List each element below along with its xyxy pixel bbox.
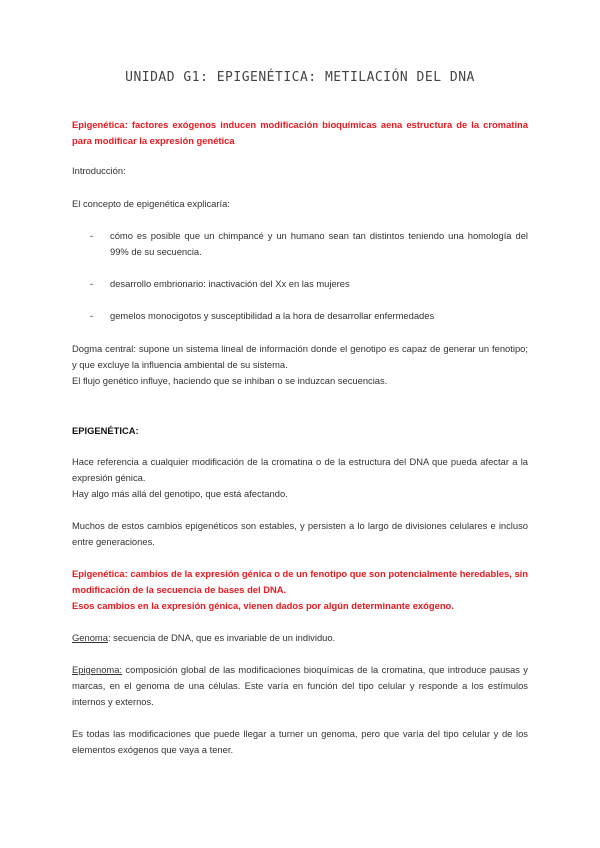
bullet-marker: - xyxy=(90,230,94,241)
genoma-def: : secuencia de DNA, que es invariable de un individuo. xyxy=(107,632,336,643)
definition-highlight: Epigenética: factores exógenos inducen modificación bioquímicas aena estructura de la cromatina para modificar la expresión genética xyxy=(72,119,528,146)
genoma-definition xyxy=(72,630,528,646)
stable-paragraph: Muchos de estos cambios epigenéticos son estables, y persisten a lo largo de divisiones celulares e incluso entre generaciones. xyxy=(72,520,528,547)
list-item-text: cómo es posible que un chimpancé y un humano sean tan distintos teniendo una homología del 99% de su secuencia. xyxy=(110,230,528,257)
epigenoma-definition xyxy=(72,662,528,710)
dogma-paragraph: Dogma central: supone un sistema lineal de información donde el genotipo es capaz de generar un fenotipo; y que excluye la influencia ambiental de su sistema. xyxy=(72,343,528,370)
intro-label: Introducción: xyxy=(72,165,126,176)
final-paragraph: Es todas las modificaciones que puede llegar a turner un genoma, pero que varía del tipo celular y de los elementos exógenos que vaya a tener. xyxy=(72,728,528,755)
genoma-term: Genoma xyxy=(72,632,108,643)
epigenoma-def: composición global de las modificaciones bioquímicas de la cromatina, que introduce pausas y marcas, en el genoma de una células. Este varía en función del tipo celular y responde a los estímulos internos y externos. xyxy=(72,664,528,707)
reference-paragraph: Hace referencia a cualquier modificación de la cromatina o de la estructura del DNA que pueda afectar a la expresión génica. xyxy=(72,456,528,483)
reference-paragraph-2: Hay algo más allá del genotipo, que está afectando. xyxy=(72,488,288,499)
bullet-marker: - xyxy=(90,310,94,321)
list-item xyxy=(90,308,528,324)
page-title: UNIDAD G1: EPIGENÉTICA: METILACIÓN DEL DNA xyxy=(125,70,475,85)
concept-intro: El concepto de epigenética explicaría: xyxy=(72,198,230,209)
list-item-text: gemelos monocigotos y susceptibilidad a la hora de desarrollar enfermedades xyxy=(110,310,435,321)
section-heading: EPIGENÉTICA: xyxy=(72,425,139,436)
list-item-text: desarrollo embrionario: inactivación del Xx en las mujeres xyxy=(110,278,350,289)
bullet-marker: - xyxy=(90,278,94,289)
definition-highlight-2: Epigenética: cambios de la expresión génica o de un fenotipo que son potencialmente heredables, sin modificación de la secuencia de bases del DNA. xyxy=(72,568,528,595)
epigenoma-term: Epigenoma: xyxy=(72,664,123,675)
dogma-paragraph-2: El flujo genético influye, haciendo que se inhiban o se induzcan secuencias. xyxy=(72,375,388,386)
list-item xyxy=(90,276,528,292)
list-item xyxy=(90,228,528,260)
definition-highlight-3: Esos cambios en la expresión génica, vienen dados por algún determinante exógeno. xyxy=(72,600,454,611)
